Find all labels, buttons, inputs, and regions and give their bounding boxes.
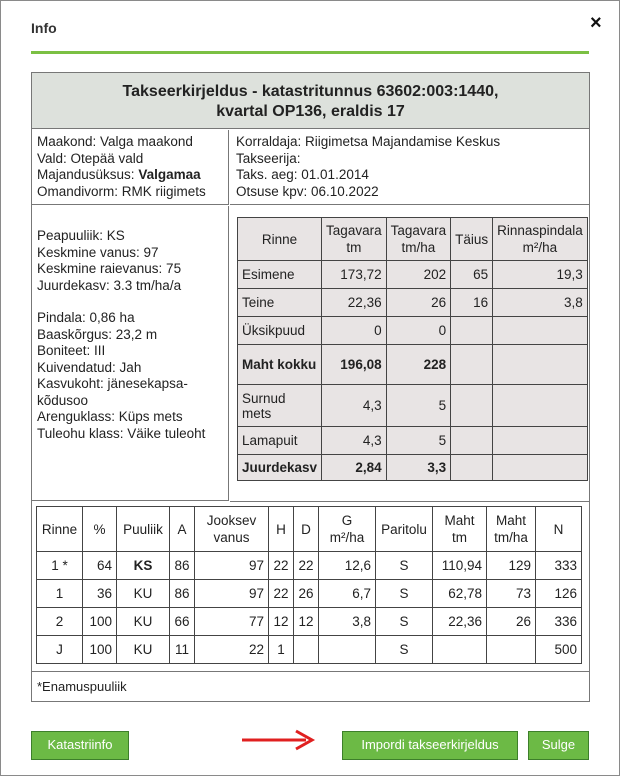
tree-row [37, 580, 582, 608]
trees-header-rinne: Rinne [37, 507, 83, 552]
tree-cell: 12 [269, 608, 294, 636]
stand-table [237, 217, 588, 481]
majandusuksus-label: Majandusüksus: [37, 167, 139, 182]
tree-cell: 22,36 [433, 608, 487, 636]
tree-cell: 97 [195, 580, 269, 608]
footnote-divider [32, 671, 589, 672]
tree-cell: 73 [487, 580, 536, 608]
trees-header-puuliik: Puuliik [117, 507, 170, 552]
keskmine-raievanus: Keskmine raievanus: 75 [37, 261, 182, 276]
tree-cell: 62,78 [433, 580, 487, 608]
maakond: Maakond: Valga maakond [37, 134, 193, 149]
stand-row-label: Teine [238, 289, 322, 317]
tree-cell: 22 [294, 552, 319, 580]
stand-table-panel [230, 206, 589, 502]
tree-cell: 3,8 [319, 608, 376, 636]
tree-species-table [36, 506, 582, 664]
location-info [32, 130, 229, 205]
stand-row-label: Üksikpuud [238, 317, 322, 345]
stand-row [238, 385, 588, 427]
stand-cell-empty [493, 427, 588, 455]
title-divider [31, 51, 589, 54]
majandusuksus-value: Valgamaa [138, 167, 201, 182]
stand-cell-value: 22,36 [322, 289, 387, 317]
document-title-line2: kvartal OP136, eraldis 17 [216, 103, 405, 120]
stand-cell-empty [451, 317, 493, 345]
tree-cell: 1 * [37, 552, 83, 580]
tree-row [37, 608, 582, 636]
trees-header-percent: % [83, 507, 117, 552]
trees-header-h: H [269, 507, 294, 552]
stand-cell-value: 19,3 [493, 261, 588, 289]
stand-cell-value: 3,3 [386, 455, 451, 481]
tree-cell: 97 [195, 552, 269, 580]
sulge-button[interactable]: Sulge [528, 731, 589, 760]
peapuuliik: Peapuuliik: KS [37, 228, 125, 243]
stand-cell-value: 16 [451, 289, 493, 317]
stand-cell-value: 202 [386, 261, 451, 289]
stand-row [238, 427, 588, 455]
tree-cell: 110,94 [433, 552, 487, 580]
tree-cell [294, 636, 319, 664]
tree-row [37, 636, 582, 664]
stand-cell-value: 173,72 [322, 261, 387, 289]
tree-cell: 22 [269, 552, 294, 580]
tree-cell: 126 [536, 580, 582, 608]
juurdekasv: Juurdekasv: 3.3 tm/ha/a [37, 277, 182, 293]
takseerkirjeldus-document [31, 72, 590, 702]
tree-cell: 22 [269, 580, 294, 608]
tree-cell [487, 636, 536, 664]
trees-header-paritolu: Paritolu [376, 507, 433, 552]
vald: Vald: Otepää vald [37, 150, 144, 166]
katastriinfo-button[interactable]: Katastriinfo [31, 731, 129, 760]
tree-cell: J [37, 636, 83, 664]
stand-cell-empty [451, 455, 493, 481]
stand-header-rinnaspindala: Rinnaspindala m²/ha [493, 218, 588, 261]
tree-cell: 64 [83, 552, 117, 580]
tree-cell: 26 [294, 580, 319, 608]
omandivorm: Omandivorm: RMK riigimets [37, 183, 206, 199]
tree-cell: 1 [37, 580, 83, 608]
trees-header-d: D [294, 507, 319, 552]
korraldaja: Korraldaja: Riigimetsa Majandamise Keskus [236, 134, 501, 149]
takseerija: Takseerija: [236, 150, 301, 166]
tree-cell: 1 [269, 636, 294, 664]
tree-cell: 66 [170, 608, 195, 636]
stand-header-taius: Täius [451, 218, 493, 261]
trees-header-jooksev-vanus: Jooksev vanus [195, 507, 269, 552]
pindala: Pindala: 0,86 ha [37, 310, 135, 325]
stand-cell-value: 65 [451, 261, 493, 289]
stand-cell-empty [451, 385, 493, 427]
stand-row-label: Surnud mets [238, 385, 322, 427]
stand-cell-value: 26 [386, 289, 451, 317]
stand-cell-value: 0 [322, 317, 387, 345]
footnote: *Enamuspuuliik [37, 679, 127, 694]
close-icon[interactable]: × [590, 12, 602, 34]
stand-row-label: Juurdekasv [238, 455, 322, 481]
tree-cell: KU [117, 636, 170, 664]
tuleohu-klass: Tuleohu klass: Väike tuleoht [37, 425, 206, 441]
red-arrow-icon [240, 728, 320, 752]
tree-cell: KS [117, 552, 170, 580]
boniteet: Boniteet: III [37, 343, 106, 358]
tree-cell: S [376, 580, 433, 608]
tree-cell: 100 [83, 608, 117, 636]
tree-cell: 77 [195, 608, 269, 636]
impordi-takseerkirjeldus-button[interactable]: Impordi takseerkirjeldus [342, 731, 518, 760]
tree-cell: 22 [195, 636, 269, 664]
kuivendatud: Kuivendatud: Jah [37, 359, 142, 375]
tree-cell: 36 [83, 580, 117, 608]
tree-cell: 2 [37, 608, 83, 636]
document-title-line1: Takseerkirjeldus - katastritunnus 63602:003:1440, [122, 83, 499, 100]
kasvukoht: Kasvukoht: jänesekapsa-kõdusoo [37, 376, 188, 408]
stand-row [238, 345, 588, 385]
stand-cell-value: 2,84 [322, 455, 387, 481]
stand-row [238, 261, 588, 289]
trees-header-maht-tmha: Maht tm/ha [487, 507, 536, 552]
tree-cell: S [376, 608, 433, 636]
tree-cell: 129 [487, 552, 536, 580]
stand-header-tagavara-tmha: Tagavara tm/ha [386, 218, 451, 261]
survey-info [230, 130, 589, 205]
stand-cell-value: 5 [386, 385, 451, 427]
stand-cell-value: 3,8 [493, 289, 588, 317]
tree-cell: 500 [536, 636, 582, 664]
taks-aeg: Taks. aeg: 01.01.2014 [236, 167, 369, 182]
dialog-title: Info [31, 20, 57, 36]
tree-cell: 86 [170, 580, 195, 608]
trees-header-maht-tm: Maht tm [433, 507, 487, 552]
stand-cell-value: 4,3 [322, 385, 387, 427]
stand-cell-empty [451, 345, 493, 385]
baaskorgus: Baaskõrgus: 23,2 m [37, 326, 158, 342]
stand-row [238, 455, 588, 481]
tree-cell: 12,6 [319, 552, 376, 580]
otsuse-kpv: Otsuse kpv: 06.10.2022 [236, 183, 379, 199]
trees-header-n: N [536, 507, 582, 552]
tree-cell: 100 [83, 636, 117, 664]
tree-cell: 6,7 [319, 580, 376, 608]
stand-cell-empty [493, 345, 588, 385]
tree-cell: 11 [170, 636, 195, 664]
trees-header-g: G m²/ha [319, 507, 376, 552]
stand-row [238, 289, 588, 317]
tree-cell: 86 [170, 552, 195, 580]
document-title [32, 73, 589, 129]
stand-info [32, 206, 229, 501]
tree-cell: 12 [294, 608, 319, 636]
tree-cell: 26 [487, 608, 536, 636]
tree-cell [319, 636, 376, 664]
stand-row [238, 317, 588, 345]
stand-cell-value: 228 [386, 345, 451, 385]
stand-cell-value: 0 [386, 317, 451, 345]
stand-row-label: Lamapuit [238, 427, 322, 455]
tree-cell: S [376, 552, 433, 580]
stand-cell-value: 4,3 [322, 427, 387, 455]
stand-cell-empty [493, 455, 588, 481]
stand-cell-empty [493, 317, 588, 345]
stand-cell-empty [451, 427, 493, 455]
tree-cell: 336 [536, 608, 582, 636]
tree-cell: 333 [536, 552, 582, 580]
stand-header-rinne: Rinne [238, 218, 322, 261]
keskmine-vanus: Keskmine vanus: 97 [37, 244, 159, 260]
majandusuksus [37, 167, 223, 184]
stand-cell-value: 5 [386, 427, 451, 455]
tree-cell: S [376, 636, 433, 664]
tree-cell: KU [117, 580, 170, 608]
arenguklass: Arenguklass: Küps mets [37, 409, 183, 424]
tree-cell: KU [117, 608, 170, 636]
trees-header-a: A [170, 507, 195, 552]
stand-row-label: Maht kokku [238, 345, 322, 385]
tree-row [37, 552, 582, 580]
stand-cell-value: 196,08 [322, 345, 387, 385]
stand-row-label: Esimene [238, 261, 322, 289]
tree-cell [433, 636, 487, 664]
stand-header-tagavara-tm: Tagavara tm [322, 218, 387, 261]
stand-cell-empty [493, 385, 588, 427]
